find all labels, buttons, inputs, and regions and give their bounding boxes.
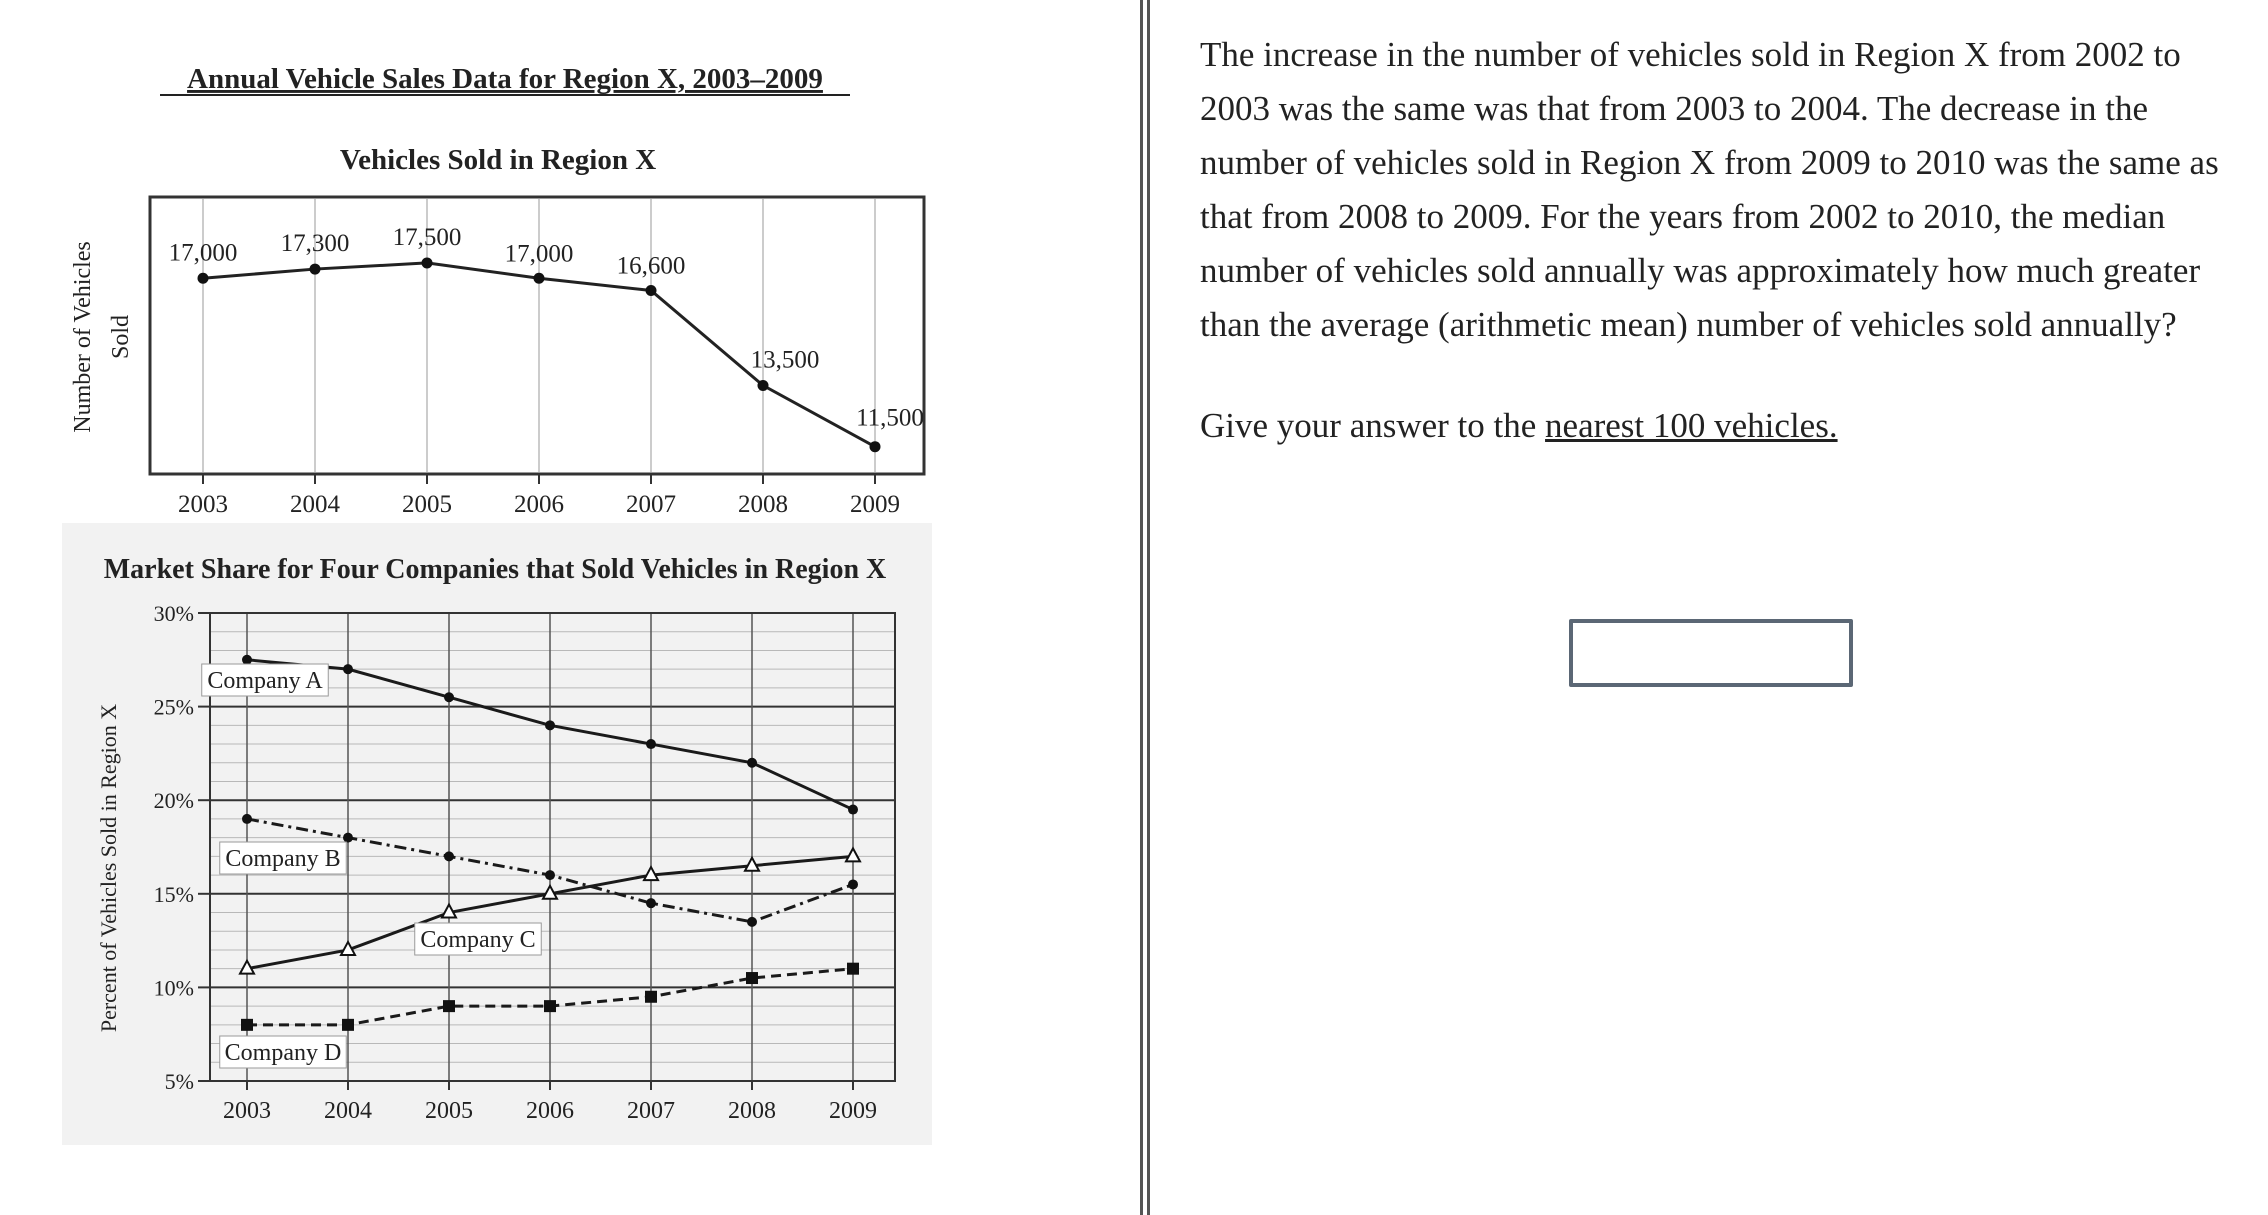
sales-data-point bbox=[758, 380, 769, 391]
share-point-dot bbox=[747, 917, 757, 927]
sales-data-point bbox=[198, 273, 209, 284]
share-x-tick-label: 2003 bbox=[223, 1098, 271, 1124]
share-point-dot bbox=[646, 898, 656, 908]
share-point-square bbox=[241, 1019, 253, 1031]
share-point-dot bbox=[848, 805, 858, 815]
share-point-dot bbox=[444, 851, 454, 861]
question-panel bbox=[1200, 28, 2240, 446]
instruction-prefix: Give your answer to the bbox=[1200, 406, 1546, 445]
sales-x-tick-label: 2008 bbox=[738, 491, 788, 518]
sales-data-label: 11,500 bbox=[856, 404, 924, 432]
divider-left bbox=[1140, 0, 1143, 1215]
sales-y-axis-label-line1: Number of Vehicles bbox=[70, 241, 96, 433]
sales-x-tick-label: 2005 bbox=[402, 491, 452, 518]
share-point-dot bbox=[242, 655, 252, 665]
share-x-tick-label: 2005 bbox=[425, 1098, 473, 1124]
share-point-dot bbox=[242, 814, 252, 824]
divider-right bbox=[1147, 0, 1150, 1215]
share-x-tick-label: 2007 bbox=[627, 1098, 675, 1124]
share-y-tick-label: 30% bbox=[153, 601, 194, 626]
sales-data-point bbox=[534, 273, 545, 284]
share-point-square bbox=[544, 1000, 556, 1012]
share-point-square bbox=[645, 991, 657, 1003]
share-y-tick-label: 20% bbox=[153, 788, 194, 814]
share-point-dot bbox=[646, 739, 656, 749]
market-share-y-axis-label: Percent of Vehicles Sold in Region X bbox=[96, 703, 121, 1033]
sales-data-label: 17,300 bbox=[280, 230, 350, 258]
super-title: Annual Vehicle Sales Data for Region X, 2003–2009 bbox=[187, 63, 823, 95]
share-x-tick-label: 2006 bbox=[526, 1098, 574, 1124]
sales-data-point bbox=[870, 441, 881, 452]
share-series-label: Company B bbox=[225, 846, 341, 872]
market-share-chart-title: Market Share for Four Companies that Sold Vehicles in Region X bbox=[103, 554, 887, 585]
share-point-dot bbox=[444, 692, 454, 702]
share-point-square bbox=[847, 963, 859, 975]
sales-plot-frame bbox=[150, 197, 924, 474]
share-point-dot bbox=[545, 720, 555, 730]
sales-chart-title: Vehicles Sold in Region X bbox=[339, 144, 657, 176]
share-point-dot bbox=[343, 833, 353, 843]
sales-data-point bbox=[646, 285, 657, 296]
answer-input[interactable] bbox=[1569, 619, 1853, 687]
sales-data-point bbox=[422, 257, 433, 268]
share-y-tick-label: 10% bbox=[153, 975, 194, 1001]
sales-x-tick-label: 2006 bbox=[514, 491, 564, 518]
sales-data-label: 17,500 bbox=[392, 223, 462, 251]
sales-data-label: 17,000 bbox=[168, 239, 238, 267]
sales-data-label: 13,500 bbox=[750, 346, 820, 374]
sales-data-point bbox=[310, 264, 321, 275]
share-y-tick-label: 5% bbox=[164, 1069, 194, 1094]
question-text: The increase in the number of vehicles sold in Region X from 2002 to 2003 was the same was that from 2003 to 2004. The decrease in the number of vehicles sold in Region X from 2009 to 2010 was the same as that from 2008 to 2009. For the years from 2002 to 2010, the median number of vehicles sold annually was approximately how much greater than the average (arithmetic mean) number of vehicles sold annually? bbox=[1200, 35, 2219, 344]
share-point-dot bbox=[848, 879, 858, 889]
share-series-label: Company A bbox=[207, 668, 323, 694]
share-point-dot bbox=[545, 870, 555, 880]
share-x-tick-label: 2004 bbox=[324, 1098, 372, 1124]
sales-data-label: 16,600 bbox=[616, 252, 686, 280]
share-series-label: Company C bbox=[420, 927, 536, 953]
share-y-tick-label: 15% bbox=[153, 881, 194, 907]
share-point-dot bbox=[747, 758, 757, 768]
share-point-square bbox=[746, 972, 758, 984]
share-y-tick-label: 25% bbox=[153, 694, 194, 720]
share-series-label: Company D bbox=[224, 1040, 342, 1066]
share-point-square bbox=[443, 1000, 455, 1012]
sales-x-tick-label: 2007 bbox=[626, 491, 676, 518]
share-x-tick-label: 2009 bbox=[829, 1098, 877, 1124]
share-point-dot bbox=[343, 664, 353, 674]
sales-data-label: 17,000 bbox=[504, 240, 574, 268]
share-x-tick-label: 2008 bbox=[728, 1098, 776, 1124]
sales-x-tick-label: 2003 bbox=[178, 491, 228, 518]
sales-y-axis-label-line2: Sold bbox=[108, 314, 134, 360]
share-point-square bbox=[342, 1019, 354, 1031]
instruction-precision: nearest 100 vehicles. bbox=[1545, 406, 1838, 445]
answer-instruction bbox=[1200, 406, 2240, 446]
sales-x-tick-label: 2009 bbox=[850, 491, 900, 518]
sales-x-tick-label: 2004 bbox=[290, 491, 340, 518]
